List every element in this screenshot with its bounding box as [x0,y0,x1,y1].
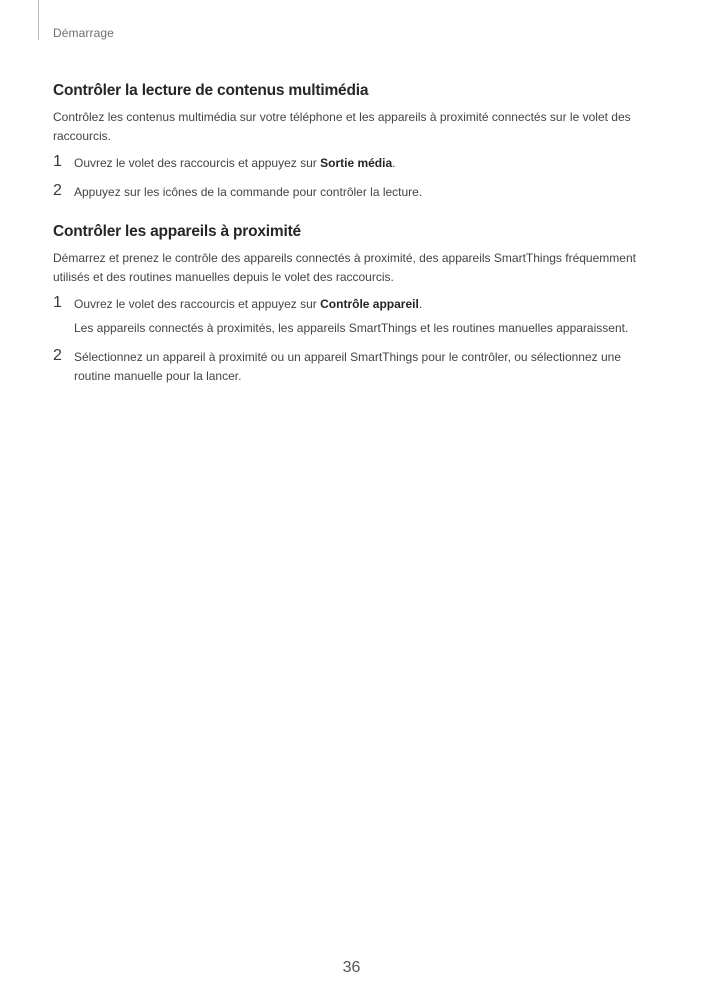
section-nearby-devices [53,223,653,386]
step-emphasis: Contrôle appareil [320,297,419,311]
step-text: Appuyez sur les icônes de la commande pour contrôler la lecture. [74,185,423,199]
section-title: Contrôler les appareils à proximité [53,223,301,240]
step-number: 2 [53,182,62,199]
step-item [53,183,653,202]
section-title: Contrôler la lecture de contenus multimédia [53,82,369,99]
running-header: Démarrage [53,26,114,40]
step-text: Ouvrez le volet des raccourcis et appuyez sur [74,297,321,311]
step-list [53,154,653,202]
step-item [53,154,653,173]
page-number: 36 [342,959,361,976]
step-emphasis: Sortie média [320,156,393,170]
step-text: Ouvrez le volet des raccourcis et appuyez sur [74,156,321,170]
step-text: Sélectionnez un appareil à proximité ou un appareil SmartThings pour le contrôler, ou sélectionnez une routine manuelle pour la lancer. [74,350,621,383]
step-list [53,295,653,386]
step-item [53,348,653,386]
header-margin-line [38,0,39,40]
section-intro: Contrôlez les contenus multimédia sur votre téléphone et les appareils à proximité connectés sur le volet des raccourcis. [53,110,631,143]
page-content [53,82,653,386]
step-number: 1 [53,294,62,311]
section-media-control [53,82,653,202]
step-text-end: . [392,156,396,170]
step-number: 1 [53,153,62,170]
section-intro: Démarrez et prenez le contrôle des appareils connectés à proximité, des appareils SmartThings fréquemment utilisés et des routines manuelles depuis le volet des raccourcis. [53,251,636,284]
step-note: Les appareils connectés à proximités, les appareils SmartThings et les routines manuelles apparaissent. [74,321,629,335]
step-item [53,295,653,338]
step-number: 2 [53,347,62,364]
step-text-end: . [418,297,423,311]
